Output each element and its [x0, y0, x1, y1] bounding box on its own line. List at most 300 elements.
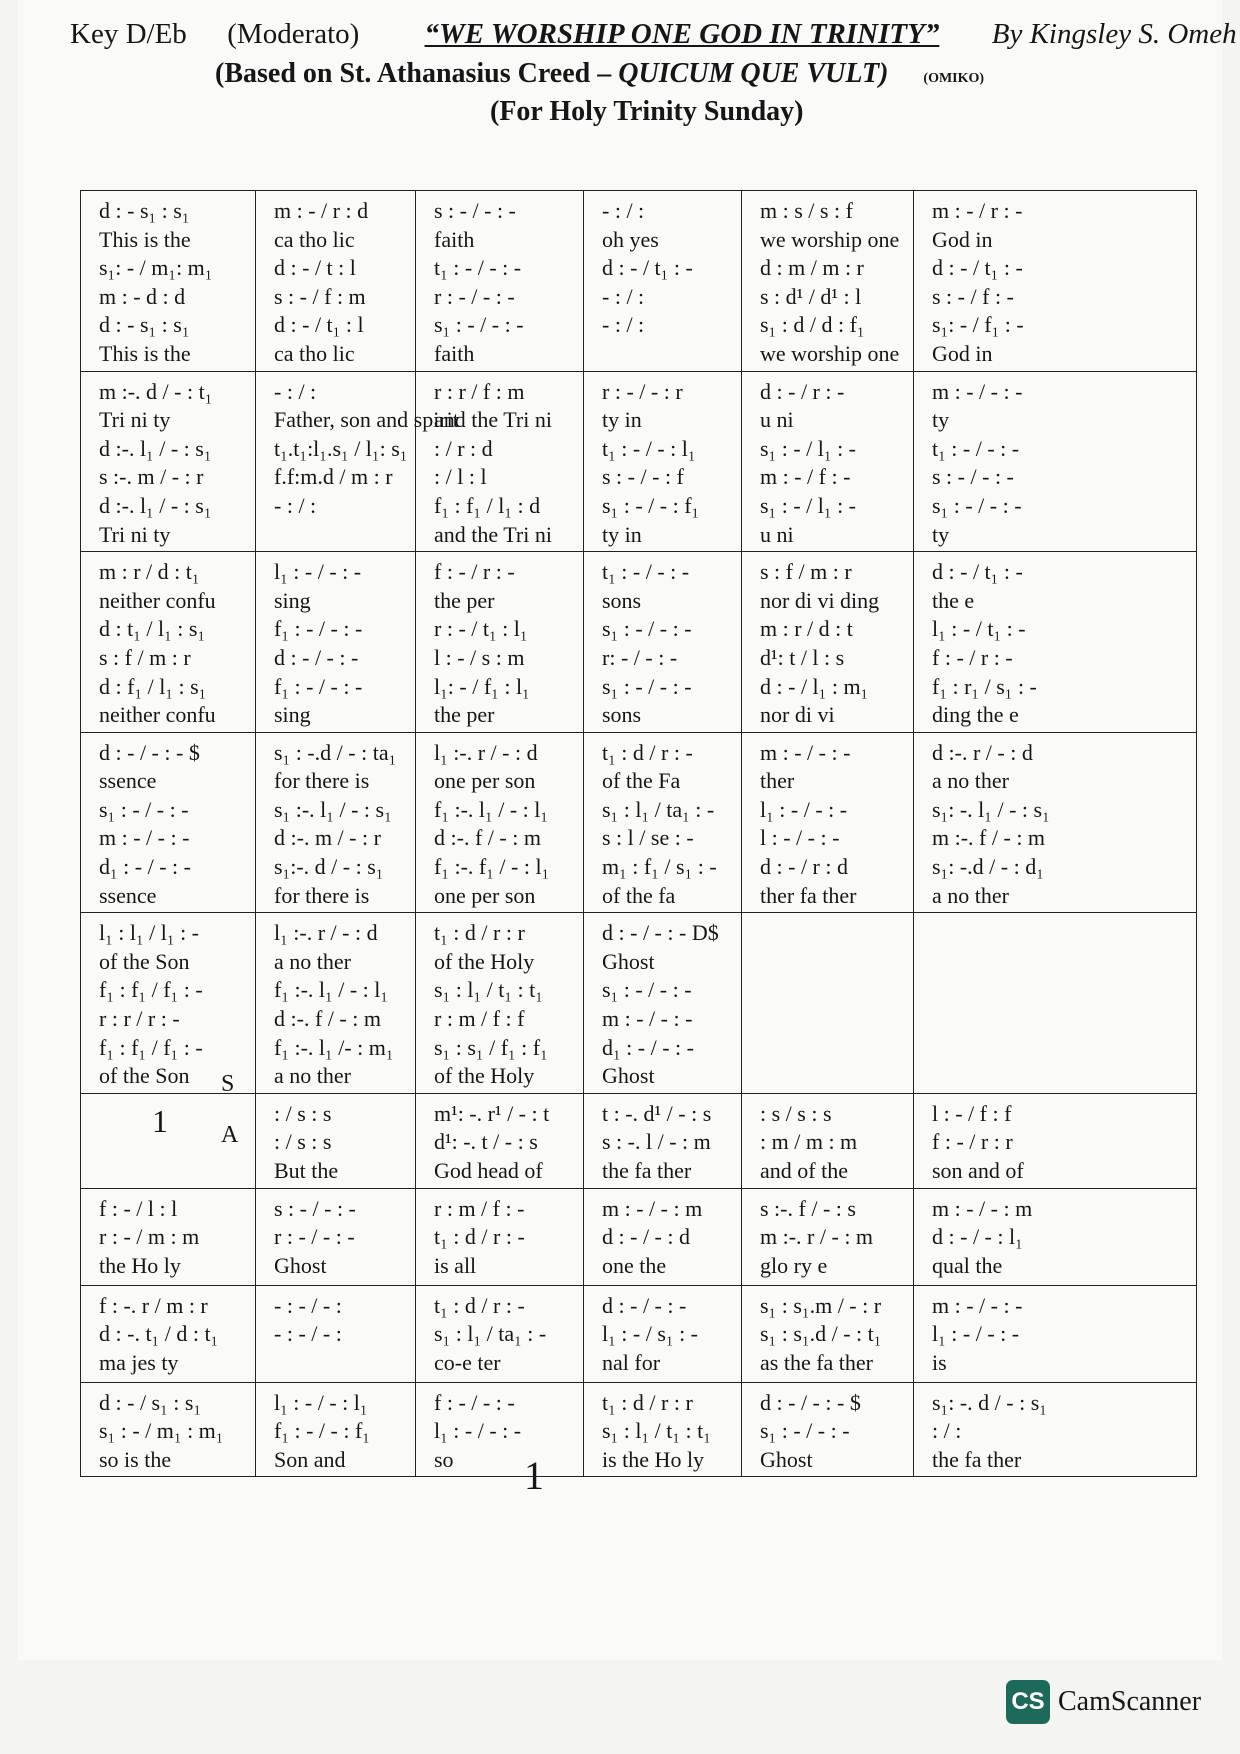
score-cell: [914, 371, 1197, 552]
score-line: s₁ : l₁ / t₁ : t₁: [434, 977, 543, 1003]
score-line: l : - / - : -: [760, 825, 840, 851]
page-number: 1: [524, 1453, 544, 1498]
score-line: l : - / f : f: [932, 1100, 1012, 1126]
key-signature: Key D/Eb: [70, 18, 187, 50]
score-line: f : - / r : -: [932, 644, 1013, 670]
score-line: t₁ : d / r : -: [434, 1292, 525, 1318]
score-line: and the Tri ni: [434, 407, 552, 433]
score-cell: [584, 1285, 742, 1382]
score-line: t₁ : d / r : -: [434, 1224, 525, 1250]
score-line: sons: [602, 702, 642, 728]
score-line: Ghost: [602, 1063, 655, 1089]
score-cell: [416, 1285, 584, 1382]
score-line: the fa ther: [932, 1446, 1022, 1472]
score-line: t₁ : - / - : l₁: [602, 435, 696, 461]
score-cell: [81, 371, 256, 552]
score-cell: [256, 1188, 416, 1285]
score-cell: [81, 1285, 256, 1382]
score-line: d : f₁ / l₁ : s₁: [99, 673, 207, 699]
score-line: m : r / d : t₁: [99, 559, 200, 585]
score-line: f : - / l : l: [99, 1195, 178, 1221]
score-cell: [81, 913, 256, 1094]
score-line: d : t₁ / l₁ : s₁: [99, 616, 206, 642]
score-line: r: - / - : -: [602, 644, 678, 670]
score-line: so: [434, 1446, 454, 1472]
score-line: d :-. f / - : m: [274, 1006, 381, 1032]
score-line: ther: [760, 768, 795, 794]
score-line: ty: [932, 521, 950, 547]
score-line: - : - / - :: [274, 1321, 342, 1347]
score-line: d :-. r / - : d: [932, 739, 1033, 765]
score-line: m : s / s : f: [760, 198, 853, 223]
score-line: f₁ : f₁ / f₁ : -: [99, 1034, 203, 1060]
composer-credit: By Kingsley S. Omeh: [991, 18, 1237, 50]
score-line: son and of: [932, 1158, 1024, 1183]
score-cell: [416, 552, 584, 733]
score-cell: [584, 732, 742, 913]
score-cell: [584, 191, 742, 372]
score-cell: [742, 1188, 914, 1285]
score-line: f₁ :-. l₁ / - : l₁: [434, 796, 549, 822]
score-line: Ghost: [760, 1446, 813, 1472]
score-line: m : - / r : d: [274, 198, 369, 223]
score-line: the e: [932, 587, 975, 613]
score-line: s₁: -. d / - : s₁: [932, 1389, 1047, 1415]
score-line: - : / :: [602, 312, 645, 338]
score-line: Ghost: [602, 948, 655, 974]
score-row: [81, 913, 1197, 1094]
score-line: t₁ : d / r : r: [602, 1389, 693, 1415]
score-line: s₁ : - / l₁ : -: [760, 435, 857, 461]
score-line: f : -. r / m : r: [99, 1292, 208, 1318]
score-line: - : / :: [602, 198, 645, 223]
score-line: f₁ : r₁ / s₁ : -: [932, 673, 1037, 699]
score-cell: [416, 1382, 584, 1477]
score-line: sons: [602, 587, 642, 613]
score-line: t₁ : - / - : -: [434, 255, 522, 281]
score-line: r : m / f : f: [434, 1006, 525, 1032]
score-line: ssence: [99, 768, 157, 794]
score-line: s₁ : - / - : f₁: [602, 492, 700, 518]
score-line: a no ther: [274, 948, 351, 974]
score-line: and the Tri ni: [434, 521, 552, 547]
score-line: - : - / - :: [274, 1292, 342, 1318]
score-cell: [742, 371, 914, 552]
score-line: so is the: [99, 1446, 172, 1472]
score-line: t₁ : - / - : -: [932, 435, 1020, 461]
score-line: s : - / - : f: [602, 464, 684, 490]
score-line: t₁ : - / - : -: [602, 559, 690, 585]
score-line: l : - / s : m: [434, 644, 525, 670]
score-cell: [256, 1285, 416, 1382]
score-line: f₁ :-. l₁ / - : l₁: [274, 977, 389, 1003]
score-line: d₁ : - / - : -: [602, 1034, 694, 1060]
score-line: s₁ : - / l₁ : -: [760, 492, 857, 518]
score-body: [81, 191, 1197, 1477]
score-line: t₁ : d / r : r: [434, 920, 525, 946]
score-line: Father, son and spirit: [274, 407, 459, 433]
score-line: s : f / m : r: [99, 644, 191, 670]
score-line: the per: [434, 702, 495, 728]
score-line: s :-. f / - : s: [760, 1195, 856, 1221]
score-line: f₁ : - / - : -: [274, 616, 363, 642]
score-line: is: [932, 1349, 947, 1375]
score-line: This is the: [99, 340, 191, 366]
score-row: [81, 732, 1197, 913]
score-line: s₁ : s₁.m / - : r: [760, 1292, 882, 1318]
score-line: Tri ni ty: [99, 407, 171, 433]
score-line: l₁ : - / - : -: [434, 1418, 522, 1444]
score-line: r : - / - : -: [274, 1224, 355, 1250]
score-cell: [742, 1285, 914, 1382]
score-line: f₁ : f₁ / l₁ : d: [434, 492, 541, 518]
score-line: the fa ther: [602, 1158, 692, 1183]
score-line: l₁ : l₁ / l₁ : -: [99, 920, 200, 946]
score-line: d₁ : - / - : -: [99, 854, 191, 880]
score-cell: [742, 552, 914, 733]
score-line: nor di vi: [760, 702, 835, 728]
score-line: s₁ : - / - : -: [932, 492, 1022, 518]
score-line: s₁: -.d / - : d₁: [932, 854, 1044, 880]
score-line: glo ry e: [760, 1252, 828, 1278]
score-line: God in: [932, 226, 993, 252]
score-line: qual the: [932, 1252, 1003, 1278]
score-line: t : -. d¹ / - : s: [602, 1100, 712, 1126]
score-row: [81, 1188, 1197, 1285]
score-line: : m / m : m: [760, 1129, 858, 1155]
score-line: f₁ : - / - : f₁: [274, 1418, 370, 1444]
score-line: we worship one: [760, 340, 900, 366]
score-line: a no ther: [932, 768, 1009, 794]
score-line: f : - / - : -: [434, 1389, 515, 1415]
score-line: d : - s₁ : s₁: [99, 198, 190, 223]
score-line: ssence: [99, 882, 157, 908]
score-cell: [742, 913, 914, 1094]
score-line: l₁ : - / - : l₁: [274, 1389, 368, 1415]
score-line: f₁ : - / - : -: [274, 673, 363, 699]
score-line: d :-. l₁ / - : s₁: [99, 435, 212, 461]
score-line: s : - / - : -: [932, 464, 1014, 490]
score-line: d : - / - : l₁: [932, 1224, 1023, 1250]
score-cell: [81, 1188, 256, 1285]
score-line: l₁ :-. r / - : d: [434, 739, 538, 765]
score-line: u ni: [760, 407, 794, 433]
score-line: d : - / t₁ : -: [932, 559, 1023, 585]
subtitle-source: (Based on St. Athanasius Creed –: [215, 58, 619, 89]
score-line: r : - / - : -: [434, 283, 515, 309]
score-line: s₁: -. l₁ / - : s₁: [932, 796, 1050, 822]
score-cell: [584, 552, 742, 733]
score-line: m : - / r : -: [932, 198, 1023, 223]
score-cell: [256, 913, 416, 1094]
score-line: s₁ : - / m₁ : m₁: [99, 1418, 224, 1444]
score-line: : s / s : s: [760, 1100, 832, 1126]
score-line: s₁ : - / - : -: [602, 616, 692, 642]
score-line: d¹: t / l : s: [760, 644, 845, 670]
occasion-line: (For Holy Trinity Sunday): [490, 96, 804, 127]
score-line: s₁ : -.d / - : ta₁: [274, 739, 397, 765]
score-row: [81, 1093, 1197, 1188]
score-cell: [81, 191, 256, 372]
solfa-score-table: [80, 190, 1197, 1477]
score-line: d : - / l₁ : m₁: [760, 673, 869, 699]
score-line: m : - / - : -: [932, 1292, 1023, 1318]
header-line-2: [215, 58, 1115, 90]
score-line: s : - / f : m: [274, 283, 366, 309]
score-row: [81, 371, 1197, 552]
score-line: l₁ : - / - : -: [932, 1321, 1020, 1347]
score-line: This is the: [99, 226, 191, 252]
score-cell: [742, 1093, 914, 1188]
score-line: ther fa ther: [760, 882, 857, 908]
score-line: faith: [434, 226, 475, 252]
score-line: one per son: [434, 882, 536, 908]
score-line: s₁ : l₁ / ta₁ : -: [434, 1321, 547, 1347]
score-cell: [256, 191, 416, 372]
score-line: m : r / d : t: [760, 616, 853, 642]
score-row: [81, 1382, 1197, 1477]
score-line: oh yes: [602, 226, 659, 252]
score-line: s₁ : d / d : f₁: [760, 312, 865, 338]
header-line-1: [70, 18, 1237, 51]
score-cell: [742, 191, 914, 372]
score-line: f.f:m.d / m : r: [274, 464, 393, 490]
score-line: - : / :: [274, 492, 317, 518]
score-line: r : m / f : -: [434, 1195, 525, 1221]
score-line: s₁: - / f₁ : -: [932, 312, 1024, 338]
score-line: f₁ : f₁ / f₁ : -: [99, 977, 203, 1003]
score-line: r : - / m : m: [99, 1224, 200, 1250]
score-line: - : / :: [274, 378, 317, 404]
score-line: neither confu: [99, 587, 216, 613]
score-line: t₁.t₁:l₁.s₁ / l₁: s₁: [274, 435, 408, 461]
score-line: f₁ :-. l₁ /- : m₁: [274, 1034, 394, 1060]
score-line: m : - / - : -: [760, 739, 851, 765]
score-line: d : - / - : d: [602, 1224, 690, 1250]
score-line: l₁ : - / - : -: [760, 796, 848, 822]
score-line: m : - / - : -: [99, 825, 190, 851]
score-line: - : / :: [602, 283, 645, 309]
score-cell: [416, 191, 584, 372]
score-cell: [914, 732, 1197, 913]
score-line: ty: [932, 407, 950, 433]
score-line: nal for: [602, 1349, 661, 1375]
score-line: d : m / m : r: [760, 255, 864, 281]
score-line: d :-. m / - : r: [274, 825, 381, 851]
score-cell: [256, 1382, 416, 1477]
score-line: m : - / f : -: [760, 464, 851, 490]
score-line: Son and: [274, 1446, 346, 1472]
score-line: m : - / - : m: [602, 1195, 703, 1221]
score-line: s₁ :-. l₁ / - : s₁: [274, 796, 392, 822]
score-line: l₁ :-. r / - : d: [274, 920, 378, 946]
score-cell: [914, 1093, 1197, 1188]
score-line: s : - / - : -: [434, 198, 516, 223]
score-line: Tri ni ty: [99, 521, 171, 547]
score-cell: [81, 1382, 256, 1477]
score-line: s₁ : - / - : -: [602, 977, 692, 1003]
score-cell: [742, 732, 914, 913]
score-line: d : -. t₁ / d : t₁: [99, 1321, 219, 1347]
score-line: r : r / f : m: [434, 378, 525, 404]
score-cell: [914, 913, 1197, 1094]
score-line: l₁ : - / s₁ : -: [602, 1321, 699, 1347]
score-line: ty in: [602, 521, 642, 547]
score-line: s : - / - : -: [274, 1195, 356, 1221]
score-line: s₁ : - / - : -: [602, 673, 692, 699]
score-line: d :-. f / - : m: [434, 825, 541, 851]
score-line: is all: [434, 1252, 477, 1278]
segno-mark: S: [221, 1071, 235, 1097]
score-line: t₁ : d / r : -: [602, 739, 693, 765]
score-line: : / :: [932, 1418, 962, 1444]
score-line: d : - / t : l: [274, 255, 356, 281]
score-line: d : - / - : -: [602, 1292, 687, 1318]
score-line: d : - / - : -: [274, 644, 359, 670]
score-line: ding the e: [932, 702, 1019, 728]
score-line: d : - s₁ : s₁: [99, 312, 190, 338]
score-cell: [914, 1382, 1197, 1477]
score-line: d : - / t₁ : -: [932, 255, 1023, 281]
score-line: f₁ :-. f₁ / - : l₁: [434, 854, 550, 880]
score-cell: [256, 1093, 416, 1188]
score-line: the per: [434, 587, 495, 613]
score-cell: [584, 1382, 742, 1477]
score-line: one per son: [434, 768, 536, 794]
score-line: faith: [434, 340, 475, 366]
score-line: : / l : l: [434, 464, 487, 490]
score-line: r : - / t₁ : l₁: [434, 616, 528, 642]
score-line: u ni: [760, 521, 794, 547]
score-line: of the Son: [99, 1063, 190, 1089]
score-cell: [81, 552, 256, 733]
score-line: s₁: - / m₁: m₁: [99, 255, 213, 281]
score-cell: [742, 1382, 914, 1477]
score-line: Ghost: [274, 1252, 327, 1278]
score-cell: [914, 1188, 1197, 1285]
score-line: f : - / r : -: [434, 559, 515, 585]
section-letter: A: [221, 1122, 239, 1148]
score-line: d : - / t₁ : l: [274, 312, 364, 338]
score-line: d : - / r : -: [760, 378, 845, 404]
score-cell: [256, 371, 459, 552]
score-cell: [584, 1188, 742, 1285]
score-line: m :-. f / - : m: [932, 825, 1046, 851]
score-line: m : - / - : -: [932, 378, 1023, 404]
score-line: : / s : s: [274, 1100, 332, 1126]
score-line: d : - / - : - D$: [602, 920, 719, 946]
score-line: m₁ : f₁ / s₁ : -: [602, 854, 717, 880]
score-line: m :-. d / - : t₁: [99, 378, 213, 404]
score-line: d : - / - : - $: [760, 1389, 861, 1415]
song-title: “WE WORSHIP ONE GOD IN TRINITY”: [424, 18, 940, 50]
score-line: sing: [274, 587, 311, 613]
score-line: and of the: [760, 1158, 848, 1183]
score-line: the Ho ly: [99, 1252, 181, 1278]
score-line: of the Holy: [434, 1063, 535, 1089]
score-line: r : - / - : r: [602, 378, 683, 404]
score-cell: [256, 552, 416, 733]
score-cell: [416, 1093, 584, 1188]
score-cell: [584, 371, 742, 552]
score-line: m¹: -. r¹ / - : t: [434, 1100, 550, 1126]
score-line: s₁ : s₁.d / - : t₁: [760, 1321, 882, 1347]
score-cell: [416, 1188, 584, 1285]
score-line: s₁ : - / - : -: [760, 1418, 850, 1444]
score-line: s : f / m : r: [760, 559, 852, 585]
score-line: s₁ : - / - : -: [99, 796, 189, 822]
score-line: for there is: [274, 882, 370, 908]
score-line: m : - / - : m: [932, 1195, 1033, 1221]
score-line: m :-. r / - : m: [760, 1224, 874, 1250]
score-line: nor di vi ding: [760, 587, 880, 613]
score-line: d :-. l₁ / - : s₁: [99, 492, 212, 518]
score-cell: [584, 1093, 742, 1188]
subtitle-latin: QUICUM QUE VULT): [618, 58, 889, 89]
score-line: d : - / t₁ : -: [602, 255, 693, 281]
score-line: co-e ter: [434, 1349, 501, 1375]
tempo-marking: (Moderato): [227, 18, 360, 50]
score-line: of the Holy: [434, 948, 535, 974]
score-line: d¹: -. t / - : s: [434, 1129, 538, 1155]
score-line: of the Son: [99, 948, 190, 974]
score-line: l₁ : - / - : -: [274, 559, 362, 585]
arranger-tag: (OMIKO): [923, 71, 985, 86]
score-cell: [914, 1285, 1197, 1382]
score-cell: [914, 191, 1197, 372]
score-line: is the Ho ly: [602, 1446, 705, 1472]
score-cell: [914, 552, 1197, 733]
score-line: s :-. m / - : r: [99, 464, 204, 490]
score-line: sing: [274, 702, 311, 728]
score-row: [81, 191, 1197, 372]
camscanner-watermark: CamScanner: [1058, 1686, 1202, 1717]
score-line: d : - / - : - $: [99, 739, 200, 765]
score-line: s : l / se : -: [602, 825, 694, 851]
score-row: [81, 1285, 1197, 1382]
score-line: d : - / r : d: [760, 854, 848, 880]
score-line: r : r / r : -: [99, 1006, 180, 1032]
score-cell: [416, 913, 584, 1094]
camscanner-logo-icon: CS: [1006, 1680, 1050, 1724]
score-cell: [416, 732, 584, 913]
score-row: [81, 552, 1197, 733]
score-line: ca tho lic: [274, 340, 355, 366]
score-line: s₁ : l₁ / ta₁ : -: [602, 796, 715, 822]
score-line: s : d¹ / d¹ : l: [760, 283, 862, 309]
score-line: ca tho lic: [274, 226, 355, 252]
score-line: a no ther: [932, 882, 1009, 908]
score-cell: [416, 371, 584, 552]
score-cell: [584, 913, 742, 1094]
score-line: m : - / - : -: [602, 1006, 693, 1032]
score-line: s₁ : s₁ / f₁ : f₁: [434, 1034, 548, 1060]
score-line: s₁:-. d / - : s₁: [274, 854, 384, 880]
score-line: ty in: [602, 407, 642, 433]
score-line: a no ther: [274, 1063, 351, 1089]
score-line: neither confu: [99, 702, 216, 728]
score-line: But the: [274, 1158, 339, 1183]
score-line: l₁ : - / t₁ : -: [932, 616, 1026, 642]
score-line: s : -. l / - : m: [602, 1129, 711, 1155]
score-line: as the fa ther: [760, 1349, 873, 1375]
score-cell: [81, 732, 256, 913]
score-line: one the: [602, 1252, 667, 1278]
score-line: s₁ : - / - : -: [434, 312, 524, 338]
score-line: s : - / f : -: [932, 283, 1014, 309]
score-line: God in: [932, 340, 993, 366]
score-line: for there is: [274, 768, 370, 794]
